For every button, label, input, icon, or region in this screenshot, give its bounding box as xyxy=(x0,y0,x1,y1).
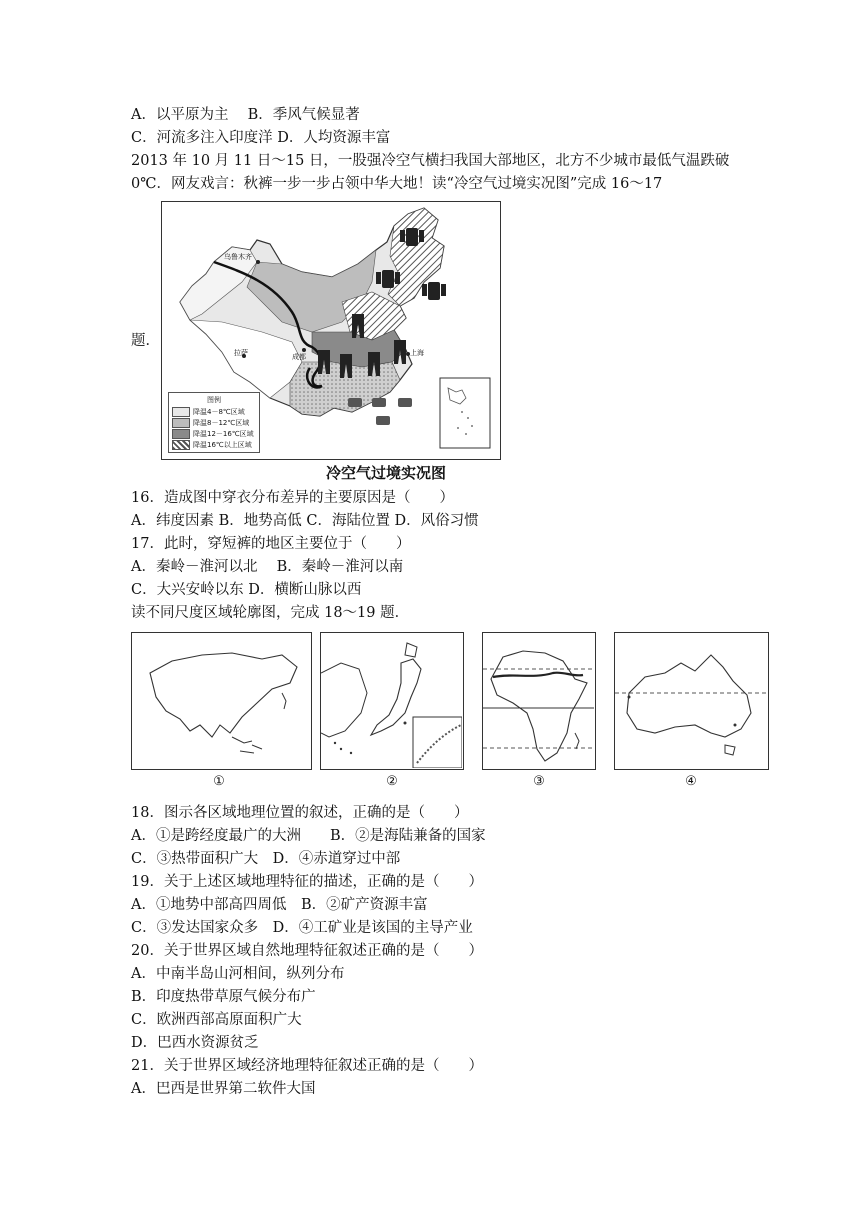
region-number: ③ xyxy=(533,774,545,789)
legend-item: 降温4－8℃区域 xyxy=(172,406,256,417)
city-label-urumqi: 乌鲁木齐 xyxy=(224,253,252,261)
line-7: 17．此时，穿短裤的地区主要位于（ ） xyxy=(131,536,411,552)
region-number: ④ xyxy=(685,774,697,789)
line-4: 题． xyxy=(131,333,160,349)
legend-title: 图例 xyxy=(207,396,221,404)
region-map-asia xyxy=(131,632,312,770)
line-14: 19．关于上述区域地理特征的描述，正确的是（ ） xyxy=(131,874,483,890)
line-0: A．以平原为主 B．季风气候显著 xyxy=(131,107,360,123)
city-label-lhasa: 拉萨 xyxy=(234,349,248,357)
legend-item: 降温12－16℃区域 xyxy=(172,428,256,439)
line-10: 读不同尺度区域轮廓图，完成 18～19 题． xyxy=(131,605,410,621)
line-6: A．纬度因素 B．地势高低 C．海陆位置 D．风俗习惯 xyxy=(131,513,479,529)
city-label-shanghai: 上海 xyxy=(410,349,424,357)
line-15: A．①地势中部高四周低 B．②矿产资源丰富 xyxy=(131,897,428,913)
legend-item: 降温8－12℃区域 xyxy=(172,417,256,428)
line-3: 0℃．网友戏言：秋裤一步一步占领中华大地！读“冷空气过境实况图”完成 16～17 xyxy=(131,176,663,192)
line-22: 21．关于世界区域经济地理特征叙述正确的是（ ） xyxy=(131,1058,483,1074)
line-8: A．秦岭－淮河以北 B．秦岭－淮河以南 xyxy=(131,559,404,575)
map-caption: 冷空气过境实况图 xyxy=(326,464,447,482)
region-map-australia xyxy=(614,632,769,770)
line-9: C．大兴安岭以东 D．横断山脉以西 xyxy=(131,582,362,598)
line-5: 16．造成图中穿衣分布差异的主要原因是（ ） xyxy=(131,490,454,506)
line-18: A．中南半岛山河相间，纵列分布 xyxy=(131,966,345,982)
line-17: 20．关于世界区域自然地理特征叙述正确的是（ ） xyxy=(131,943,483,959)
region-number: ① xyxy=(213,774,225,789)
line-23: A．巴西是世界第二软件大国 xyxy=(131,1081,316,1097)
legend-item: 降温16℃以上区域 xyxy=(172,439,256,450)
line-16: C．③发达国家众多 D．④工矿业是该国的主导产业 xyxy=(131,920,473,936)
region-map-africa xyxy=(482,632,596,770)
line-12: A．①是跨经度最广的大洲 B．②是海陆兼备的国家 xyxy=(131,828,486,844)
line-19: B．印度热带草原气候分布广 xyxy=(131,989,316,1005)
line-1: C．河流多注入印度洋 D．人均资源丰富 xyxy=(131,130,391,146)
line-20: C．欧洲西部高原面积广大 xyxy=(131,1012,302,1028)
line-11: 18．图示各区域地理位置的叙述，正确的是（ ） xyxy=(131,805,469,821)
region-number: ② xyxy=(386,774,398,789)
line-13: C．③热带面积广大 D．④赤道穿过中部 xyxy=(131,851,401,867)
city-label-chengdu: 成都 xyxy=(292,353,306,361)
line-21: D．巴西水资源贫乏 xyxy=(131,1035,259,1051)
region-map-japan xyxy=(320,632,464,770)
line-2: 2013 年 10 月 11 日～15 日，一股强冷空气横扫我国大部地区，北方不少城市最低气温跌破 xyxy=(131,153,730,169)
map-legend xyxy=(168,392,260,453)
cold-air-map xyxy=(161,201,501,460)
